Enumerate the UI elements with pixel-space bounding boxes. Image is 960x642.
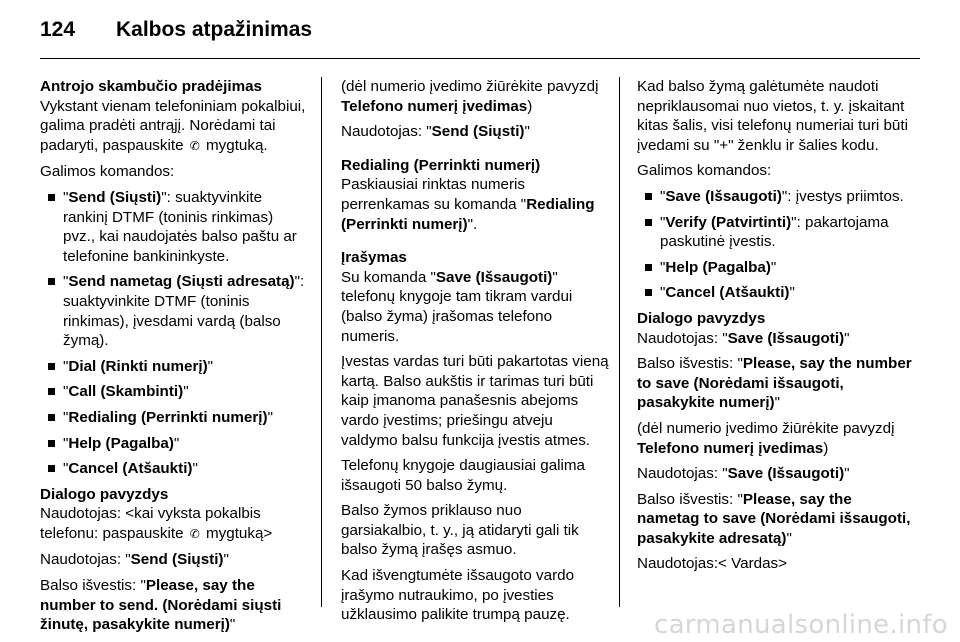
list-item: "Dial (Rinkti numerį)" [40, 357, 308, 377]
phone-icon: ✆ [189, 526, 200, 541]
list-item: "Send (Siųsti)": suaktyvinkite rankinį DTMF (toninis rinkimas) pvz., kai naudojatės balso paštu ar telefonine bankininkyste. [40, 188, 308, 266]
section-heading-redial: Redialing (Perrinkti numerį) [341, 156, 541, 174]
commands-label: Galimos komandos: [637, 162, 772, 180]
paragraph-second-call: Vykstant vienam telefoniniam pokalbiui, galima pradėti antrąjį. Norėdami tai padaryti, paspauskite ✆ mygtuką. [40, 97, 308, 157]
dialog-line: Naudotojas: "Send (Siųsti)" [40, 551, 229, 569]
paragraph: Balso žymos priklauso nuo garsiakalbio, t. y., ją atidaryti gali tik balso žymą įrašęs asmuo. [341, 502, 579, 559]
header-rule [40, 58, 920, 59]
list-item: "Cancel (Atšaukti)" [637, 283, 912, 303]
page-header [40, 18, 312, 48]
paragraph-record: Su komanda "Save (Išsaugoti)" telefonų knygoje tam tikram vardui (balso žyma) įrašomas telefono numeris. [341, 268, 573, 345]
dialog-line: Naudotojas: "Send (Siųsti)" [341, 123, 530, 141]
dialog-line: Balso išvestis: "Please, say the number to save (Norėdami išsaugoti, pasakykite numerį)" [637, 355, 912, 412]
section-heading-dialog-example: Dialogo pavyzdys [40, 485, 169, 503]
paragraph-redial: Paskiausiai rinktas numeris perrenkamas su komanda "Redialing (Perrinkti numerį)". [341, 176, 595, 233]
dialog-line: Balso išvestis: "Please, say the nametag to save (Norėdami išsaugoti, pasakykite adresatą)" [637, 490, 911, 547]
commands-label: Galimos komandos: [40, 163, 175, 181]
page-title: Kalbos atpažinimas [116, 18, 313, 41]
column-1 [40, 77, 308, 641]
list-item: "Redialing (Perrinkti numerį)" [40, 408, 308, 428]
section-heading-dialog-example: Dialogo pavyzdys [637, 309, 766, 327]
paragraph: Kad balso žymą galėtumėte naudoti nepriklausomai nuo vietos, t. y. įskaitant kitas šalis, visi telefonų numeriai turi būti įvedami su "+" ženklu ir šalies kodu. [637, 78, 908, 154]
paragraph: Telefonų knygoje daugiausiai galima išsaugoti 50 balso žymų. [341, 457, 586, 494]
page-number: 124 [40, 18, 76, 41]
column-divider-2 [619, 77, 620, 607]
list-item: "Verify (Patvirtinti)": pakartojama paskutinė įvestis. [637, 213, 912, 252]
watermark: carmanualsonline.info [653, 610, 948, 640]
paragraph-reference: (dėl numerio įvedimo žiūrėkite pavyzdį Telefono numerį įvedimas) [341, 78, 599, 115]
list-item: "Help (Pagalba)" [40, 434, 308, 454]
dialog-line: Balso išvestis: "Please, say the number to send. (Norėdami siųsti žinutę, pasakykite numerį)" [40, 577, 282, 634]
column-divider-1 [321, 77, 322, 607]
dialog-line: (dėl numerio įvedimo žiūrėkite pavyzdį Telefono numerį įvedimas) [637, 419, 895, 457]
dialog-line: Naudotojas: <kai vyksta pokalbis telefonu: paspauskite ✆ mygtuką> [40, 504, 308, 544]
dialog-line: Naudotojas: "Save (Išsaugoti)" [637, 465, 850, 483]
section-heading-record: Įrašymas [341, 249, 407, 267]
phone-icon: ✆ [189, 138, 200, 153]
command-list-1 [40, 188, 308, 479]
column-2 [341, 77, 609, 631]
dialog-line: Naudotojas:< Vardas> [637, 555, 788, 573]
column-3 [637, 77, 912, 580]
command-list-2 [637, 187, 912, 303]
list-item: "Cancel (Atšaukti)" [40, 459, 308, 479]
dialog-line: Naudotojas: "Save (Išsaugoti)" [637, 329, 850, 347]
section-heading-second-call: Antrojo skambučio pradėjimas [40, 78, 262, 95]
paragraph: Kad išvengtumėte išsaugoto vardo įrašymo nutraukimo, po įvesties užklausimo palikite trumpą pauzę. [341, 567, 575, 624]
list-item: "Send nametag (Siųsti adresatą)": suaktyvinkite DTMF (toninis rinkimas), įvesdami vardą (balso žymą). [40, 272, 308, 350]
list-item: "Help (Pagalba)" [637, 258, 912, 278]
list-item: "Save (Išsaugoti)": įvestys priimtos. [637, 187, 912, 207]
list-item: "Call (Skambinti)" [40, 382, 308, 402]
paragraph: Įvestas vardas turi būti pakartotas vieną kartą. Balso aukštis ir tarimas turi būti kaip įmanoma panašesnis abejoms vardo įvestims; priešingu atveju valdymo balsu funkcija įvestis atmes. [341, 353, 609, 449]
